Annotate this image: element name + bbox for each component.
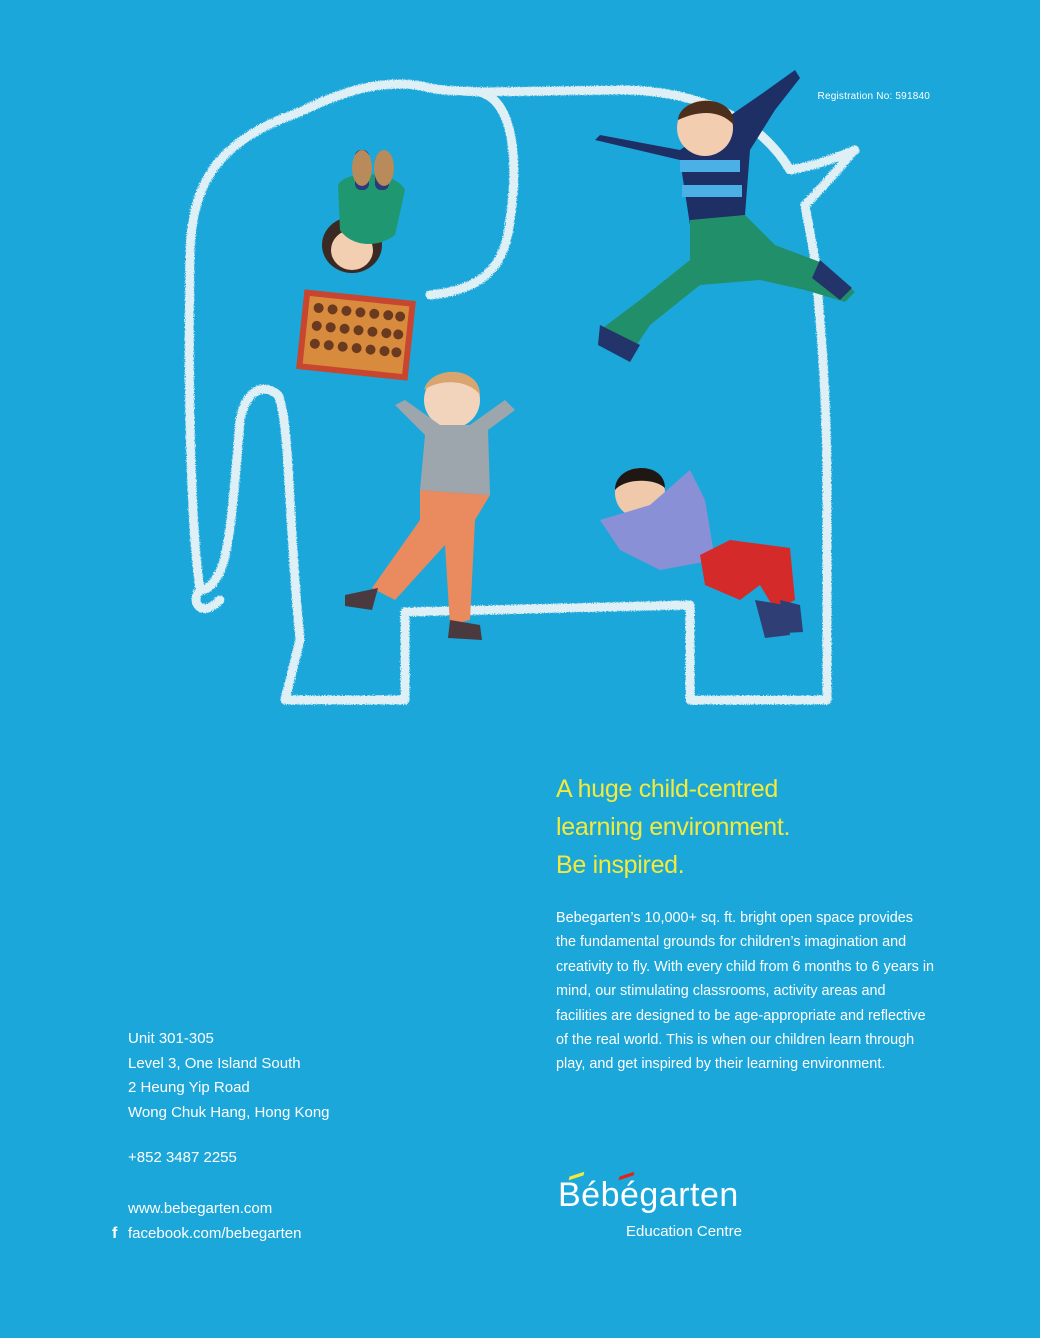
facebook-icon: f xyxy=(112,1224,118,1242)
child-girl-orange xyxy=(345,372,515,640)
contact-block xyxy=(112,1197,301,1246)
bebegarten-logo xyxy=(556,1170,776,1250)
phone-number: +852 3487 2255 xyxy=(128,1149,237,1166)
facebook-link[interactable] xyxy=(112,1222,301,1247)
child-boy-red xyxy=(600,468,803,638)
child-girl-green xyxy=(322,150,405,273)
headline-line-3: Be inspired. xyxy=(556,851,685,879)
address-block xyxy=(128,1027,330,1125)
website-link[interactable]: www.bebegarten.com xyxy=(128,1200,273,1217)
address-line-4: Wong Chuk Hang, Hong Kong xyxy=(128,1103,330,1121)
headline-line-1: A huge child-centred xyxy=(556,775,778,803)
headline xyxy=(556,770,790,884)
headline-line-2: learning environment. xyxy=(556,813,791,841)
facebook-link-text: facebook.com/bebegarten xyxy=(128,1224,302,1242)
registration-number: Registration No: 591840 xyxy=(817,91,930,102)
address-line-3: 2 Heung Yip Road xyxy=(128,1079,250,1097)
cake-box-image xyxy=(296,289,416,380)
address-line-2: Level 3, One Island South xyxy=(128,1054,301,1072)
body-paragraph: Bebegarten’s 10,000+ sq. ft. bright open space provides the fundamental grounds for children’s imagination and creativity to fly. With every child from 6 months to 6 years in mind, our stimulating classrooms, activity areas and facilities are designed to be age-appropriate and reflective of the real world. This is when our children learn through play, and get inspired by their learning environment. xyxy=(556,910,935,1073)
logo-wordmark: Bébégarten xyxy=(558,1176,739,1214)
elephant-outline xyxy=(189,84,855,700)
logo-subtitle: Education Centre xyxy=(626,1223,742,1240)
address-line-1: Unit 301-305 xyxy=(128,1030,214,1047)
